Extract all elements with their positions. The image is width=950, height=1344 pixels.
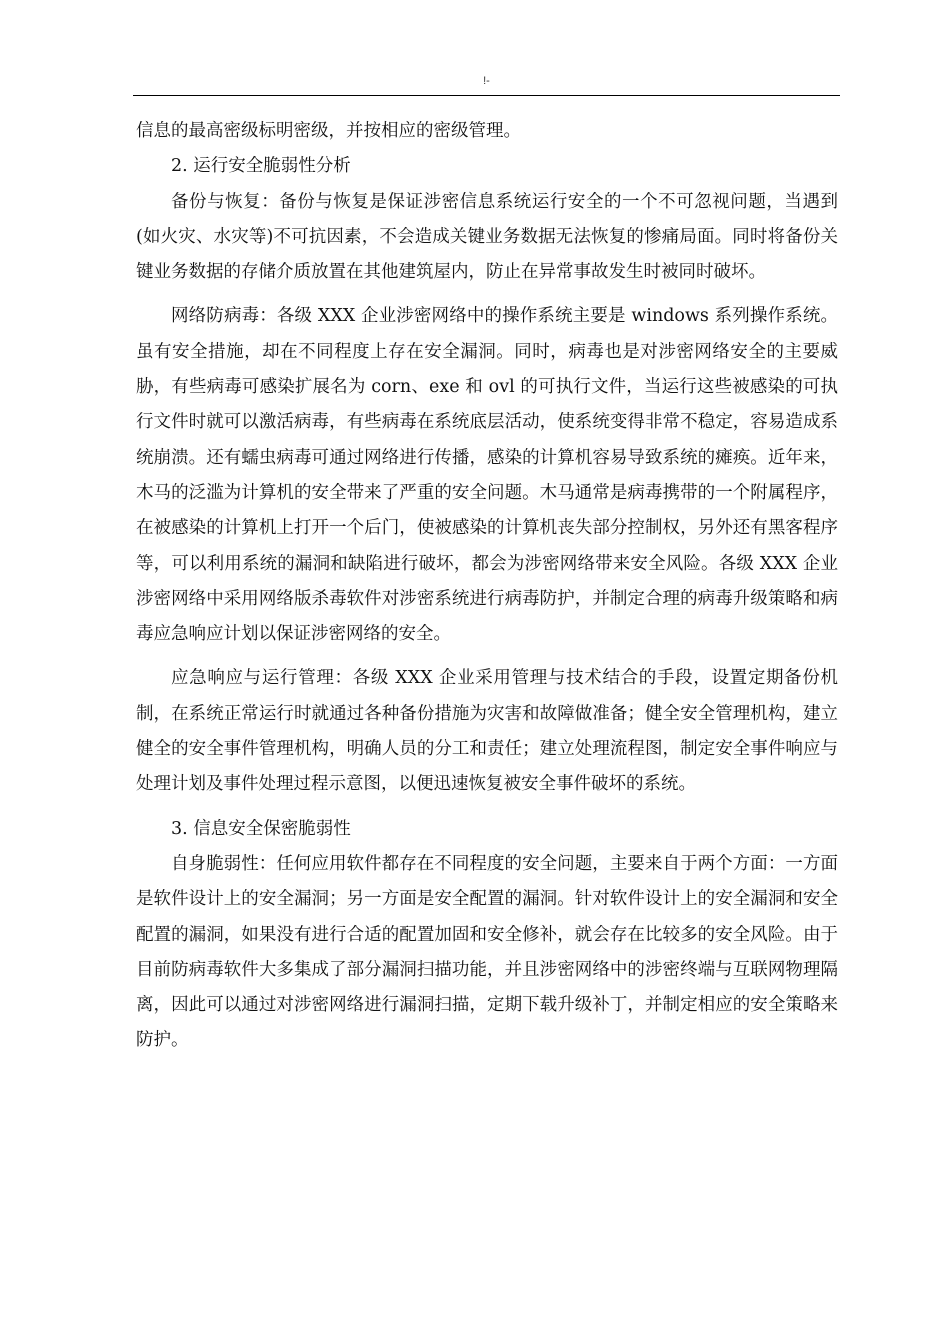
paragraph-continuation: 信息的最高密级标明密级，并按相应的密级管理。 bbox=[136, 121, 521, 141]
page-header-mark: !- bbox=[483, 75, 490, 87]
section-heading-3: 3. 信息安全保密脆弱性 bbox=[171, 818, 351, 839]
header-rule bbox=[133, 95, 840, 96]
paragraph-backup-recovery: 备份与恢复：备份与恢复是保证涉密信息系统运行安全的一个不可忽视问题，当遇到(如火灾、水灾等)不可抗因素，不会造成关键业务数据无法恢复的惨痛局面。同时将备份关键业务数据的存储介质放置在其他建筑屋内，防止在异常事故发生时被同时破坏。 bbox=[136, 191, 838, 283]
paragraph-self-vulnerability: 自身脆弱性：任何应用软件都存在不同程度的安全问题，主要来自于两个方面：一方面是软件设计上的安全漏洞；另一方面是安全配置的漏洞。针对软件设计上的安全漏洞和安全配置的漏洞，如果没有进行合适的配置加固和安全修补，就会存在比较多的安全风险。由于目前防病毒软件大多集成了部分漏洞扫描功能，并且涉密网络中的涉密终端与互联网物理隔离，因此可以通过对涉密网络进行漏洞扫描，定期下载升级补丁，并制定相应的安全策略来防护。 bbox=[136, 853, 838, 1051]
document-body bbox=[136, 114, 838, 1059]
section-heading-2: 2. 运行安全脆弱性分析 bbox=[171, 156, 351, 177]
paragraph-network-antivirus: 网络防病毒：各级 XXX 企业涉密网络中的操作系统主要是 windows 系列操作系统。虽有安全措施，却在不同程度上存在安全漏洞。同时，病毒也是对涉密网络安全的主要威胁，有些病毒可感染扩展名为 corn、exe 和 ovl 的可执行文件，当运行这些被感染的可执行文件时就可以激活病毒，有些病毒在系统底层活动，使系统变得非常不稳定，容易造成系统崩溃。还有蠕虫病毒可通过网络进行传播，感染的计算机容易导致系统的瘫痪。近年来，木马的泛滥为计算机的安全带来了严重的安全问题。木马通常是病毒携带的一个附属程序，在被感染的计算机上打开一个后门，使被感染的计算机丧失部分控制权，另外还有黑客程序等，可以利用系统的漏洞和缺陷进行破坏，都会为涉密网络带来安全风险。各级 XXX 企业涉密网络中采用网络版杀毒软件对涉密系统进行病毒防护，并制定合理的病毒升级策略和病毒应急响应计划以保证涉密网络的安全。 bbox=[136, 306, 838, 645]
paragraph-emergency-response: 应急响应与运行管理：各级 XXX 企业采用管理与技术结合的手段，设置定期备份机制，在系统正常运行时就通过各种备份措施为灾害和故障做准备；健全安全管理机构，建立健全的安全事件管理机构，明确人员的分工和责任；建立处理流程图，制定安全事件响应与处理计划及事件处理过程示意图，以便迅速恢复被安全事件破坏的系统。 bbox=[136, 668, 838, 795]
